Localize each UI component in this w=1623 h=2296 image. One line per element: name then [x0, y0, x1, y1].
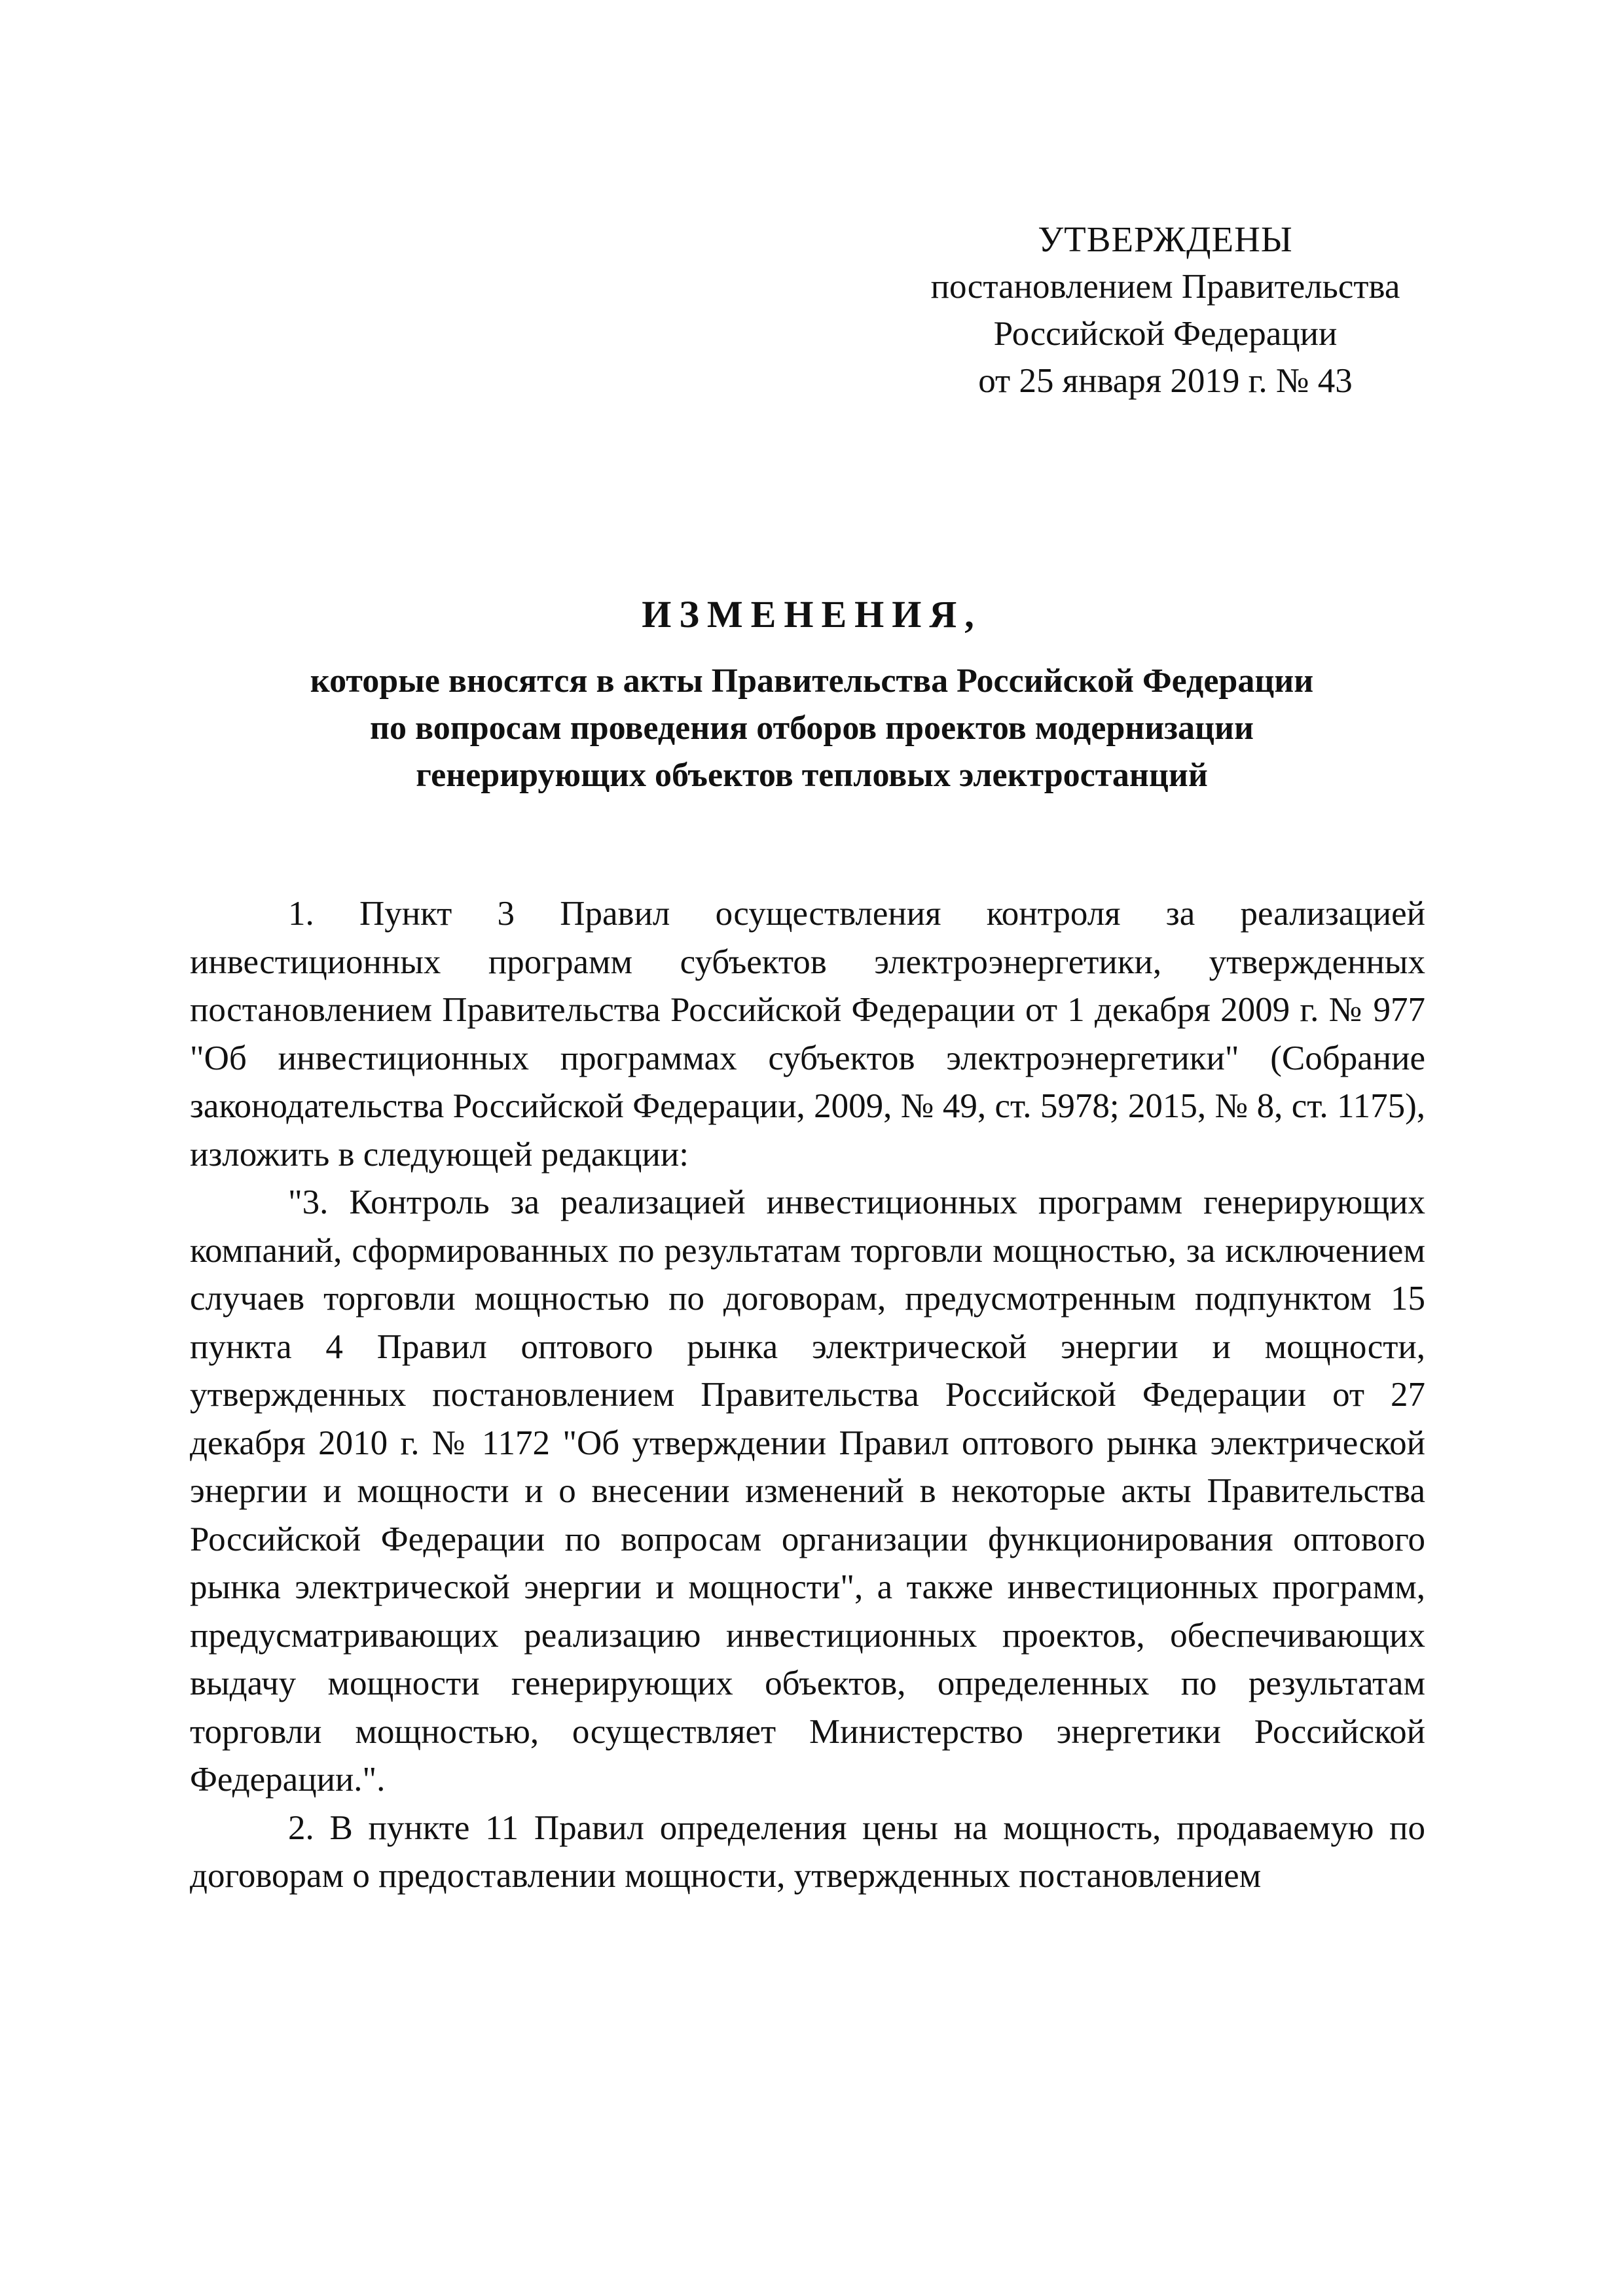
document-title: ИЗМЕНЕНИЯ, [642, 593, 982, 636]
approval-title: УТВЕРЖДЕНЫ [1038, 219, 1293, 259]
paragraph-1: 1. Пункт 3 Правил осуществления контроля за реализацией инвестиционных программ субъектов электроэнергетики, утвержденных постановлением Правительства Российской Федерации от 1 декабря 2009 г. № 977 "Об инвестиционных программах субъектов электроэнергетики" (Собрание законодательства Российской Федерации, 2009, № 49, ст. 5978; 2015, № 8, ст. 1175), изложить в следующей редакции: [190, 895, 1425, 1174]
document-subtitle [190, 658, 1434, 799]
subtitle-line-1: которые вносятся в акты Правительства Российской Федерации [310, 662, 1314, 700]
paragraph-3: 2. В пункте 11 Правил определения цены на мощность, продаваемую по договорам о предоставлении мощности, утвержденных постановлением [190, 1808, 1425, 1895]
approval-line-3: от 25 января 2019 г. № 43 [978, 362, 1353, 400]
document-body [190, 890, 1425, 1901]
approval-line-1: постановлением Правительства [930, 268, 1400, 306]
subtitle-line-2: по вопросам проведения отборов проектов модернизации [370, 709, 1254, 747]
paragraph-2: "3. Контроль за реализацией инвестиционных программ генерирующих компаний, сформированных по результатам торговли мощностью, за исключением случаев торговли мощностью по договорам, предусмотренным подпунктом 15 пункта 4 Правил оптового рынка электрической энергии и мощности, утвержденных постановлением Правительства Российской Федерации от 27 декабря 2010 г. № 1172 "Об утверждении Правил оптового рынка электрической энергии и мощности и о внесении изменений в некоторые акты Правительства Российской Федерации по вопросам организации функционирования оптового рынка электрической энергии и мощности", а также инвестиционных программ, предусматривающих реализацию инвестиционных проектов, обеспечивающих выдачу мощности генерирующих объектов, определенных по результатам торговли мощностью, осуществляет Министерство энергетики Российской Федерации.". [190, 1183, 1425, 1799]
approval-line-2: Российской Федерации [993, 315, 1338, 353]
subtitle-line-3: генерирующих объектов тепловых электростанций [416, 757, 1208, 794]
approval-stamp [871, 216, 1460, 404]
